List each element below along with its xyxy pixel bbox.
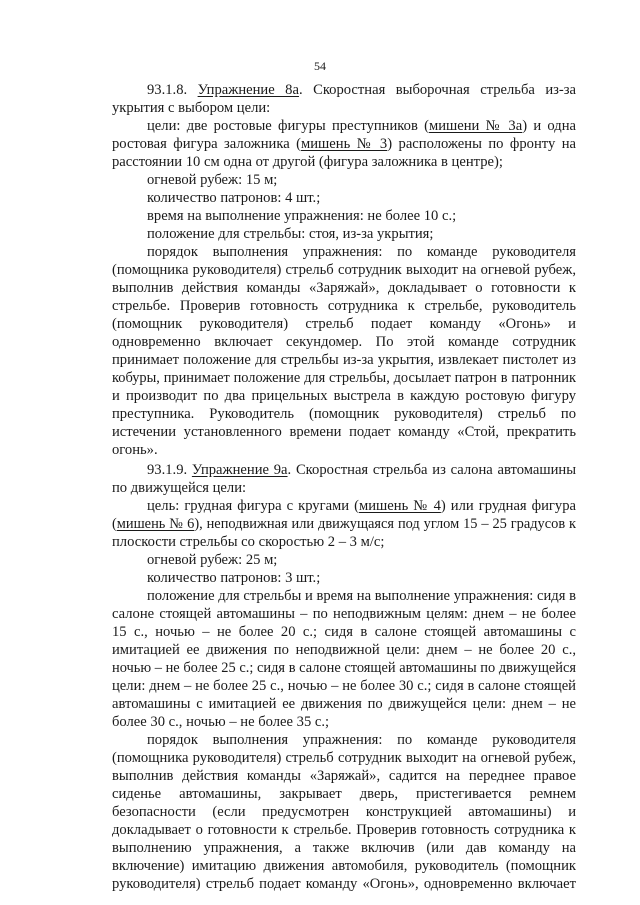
text-line: (мишень № 6), неподвижная или движущаяся под углом 15 – 25 градусов к	[112, 516, 576, 532]
text-line: выполнению упражнения, а также включив (или дав команду на	[112, 840, 576, 856]
text-line: докладывает о готовности к стрельбе. Проверив готовность сотрудника к	[112, 822, 576, 838]
text-line: сиденье автомашины, закрывает дверь, пристегивается ремнем	[112, 786, 576, 802]
text-line: цели: днем – не более 25 с., ночью – не более 30 с.; сидя в салоне стоящей	[112, 678, 576, 694]
underlined-reference: мишень № 3	[301, 136, 388, 152]
text-line: автомашины с имитацией ее движения по движущейся цели: днем – не	[112, 696, 576, 712]
text-line: ростовая фигура заложника (мишень № 3) расположены по фронту на	[112, 136, 577, 152]
text-line: выполнив действия команды «Заряжай», садится на переднее правое	[112, 768, 576, 784]
text-line: безопасности (если предусмотрен конструкцией автомашины) и	[112, 804, 576, 820]
text-line: (помощник руководителя) стрельб подает команду «Огонь» и	[112, 316, 576, 332]
text-line: цели: две ростовые фигуры преступников (мишени № 3а) и одна	[147, 118, 577, 134]
text-line: огневой рубеж: 25 м;	[147, 552, 278, 568]
text-line: преступника. Руководитель (помощник руководителя) стрельб по	[112, 406, 576, 422]
text-line: имитацией ее движения по неподвижной цели: днем – не более 20 с.,	[112, 642, 576, 658]
text-line: 93.1.8. Упражнение 8а. Скоростная выборочная стрельба из-за	[147, 82, 577, 98]
text-line: и производит по два прицельных выстрела в каждую ростовую фигуру	[112, 388, 576, 404]
text-line: (помощника руководителя) стрельб сотрудник выходит на огневой рубеж,	[112, 750, 576, 766]
underlined-reference: мишени № 3а	[428, 118, 523, 134]
text-line: количество патронов: 4 шт.;	[147, 190, 321, 206]
text-line: принимает положение для стрельбы из-за укрытия, извлекает пистолет из	[112, 352, 576, 368]
text-line: плоскости стрельбы со скоростью 2 – 3 м/с;	[112, 534, 385, 550]
text-line: руководителя) стрельб подает команду «Огонь», одновременно включает	[112, 876, 576, 892]
text-line: по движущейся цели:	[112, 480, 247, 496]
text-line: выполнив действия команды «Заряжай», докладывает о готовности к	[112, 280, 576, 296]
text-line: более 30 с., ночью – не более 35 с.;	[112, 714, 330, 730]
text-line: одновременно включает секундомер. По этой команде сотрудник	[112, 334, 576, 350]
text-line: кобуры, принимает положение для стрельбы, досылает патрон в патронник	[112, 370, 576, 386]
text-line: цель: грудная фигура с кругами (мишень № 4) или грудная фигура	[147, 498, 576, 514]
text-line: (помощника руководителя) стрельб сотрудник выходит на огневой рубеж,	[112, 262, 576, 278]
text-line: огонь».	[112, 442, 158, 458]
text-line: порядок выполнения упражнения: по команде руководителя	[147, 732, 576, 748]
text-line: укрытия с выбором цели:	[112, 100, 271, 116]
section-93-1-9	[112, 461, 576, 893]
underlined-reference: мишень № 6	[116, 516, 195, 532]
text-line: положение для стрельбы и время на выполнение упражнения: сидя в	[147, 588, 576, 604]
text-line: ночью – не более 25 с.; сидя в салоне стоящей автомашины по движущейся	[112, 660, 576, 676]
text-line: истечении установленного времени подает команду «Стой, прекратить	[112, 424, 576, 440]
text-line: 15 с., ночью – не более 20 с.; сидя в салоне стоящей автомашины с	[112, 624, 576, 640]
underlined-reference: Упражнение 9а	[191, 462, 288, 478]
text-line: салоне стоящей автомашины – по неподвижным целям: днем – не более	[112, 606, 576, 622]
text-line: огневой рубеж: 15 м;	[147, 172, 278, 188]
text-line: включение) имитацию движения автомобиля, руководитель (помощник	[112, 858, 576, 874]
page-number: 54	[314, 59, 326, 73]
text-line: стрельбе. Проверив готовность сотрудника к стрельбе, руководитель	[112, 298, 576, 314]
underlined-reference: Упражнение 8а	[197, 82, 299, 98]
underlined-reference: мишень № 4	[359, 498, 441, 514]
document-body	[112, 81, 576, 893]
text-line: положение для стрельбы: стоя, из-за укрытия;	[147, 226, 434, 242]
text-line: время на выполнение упражнения: не более 10 с.;	[147, 208, 457, 224]
section-93-1-8	[112, 81, 576, 459]
text-line: количество патронов: 3 шт.;	[147, 570, 321, 586]
text-line: 93.1.9. Упражнение 9а. Скоростная стрельба из салона автомашины	[147, 462, 576, 478]
text-line: порядок выполнения упражнения: по команде руководителя	[147, 244, 576, 260]
text-line: расстоянии 10 см одна от другой (фигура заложника в центре);	[112, 154, 503, 170]
